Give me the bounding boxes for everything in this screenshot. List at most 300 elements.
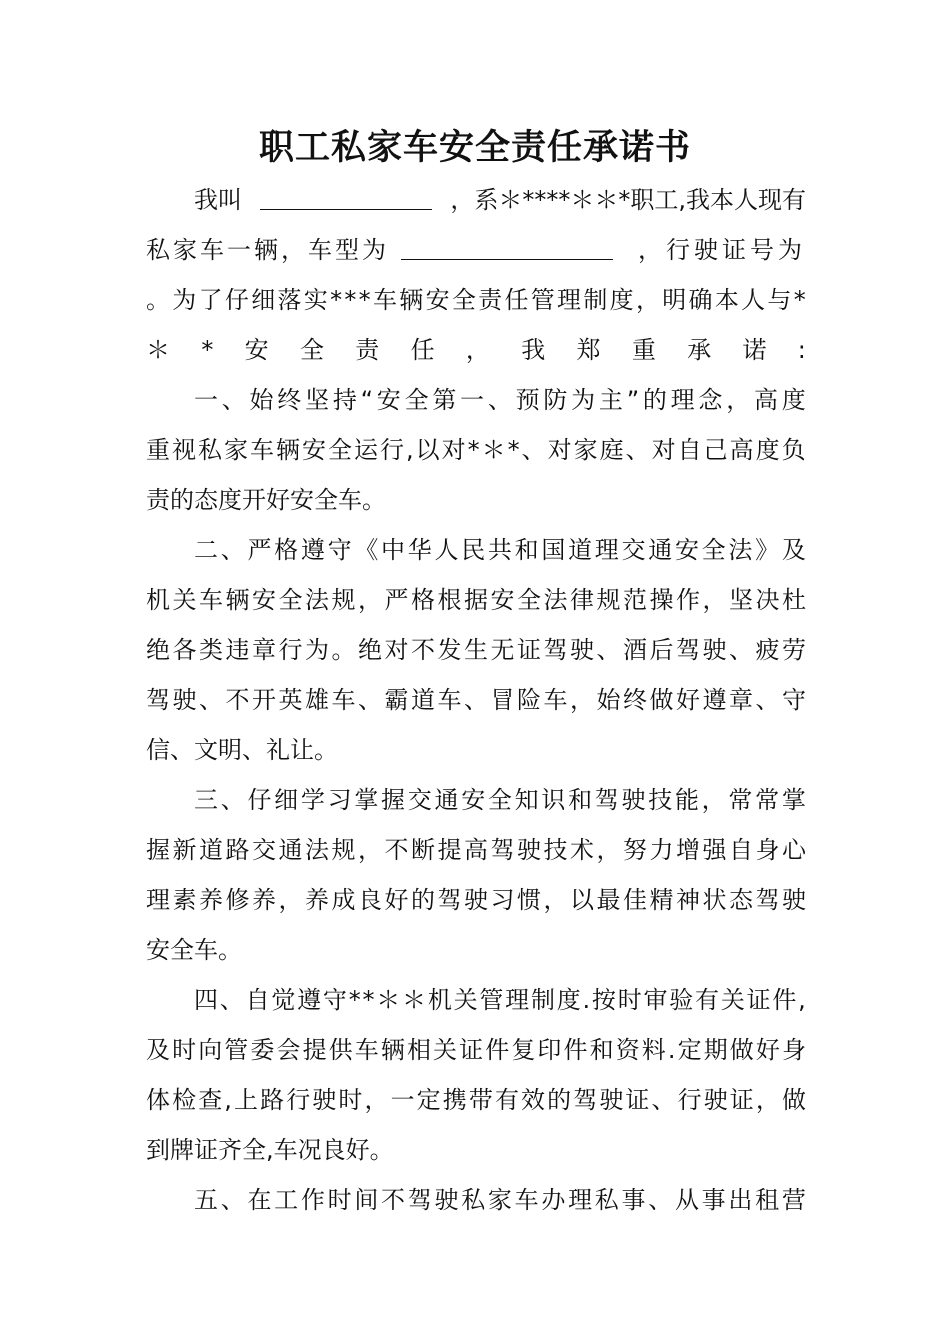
char: 度 <box>781 386 806 414</box>
char: 精 <box>649 886 674 914</box>
char: 细 <box>274 786 299 814</box>
char: 任 <box>410 336 435 364</box>
char: 生 <box>464 636 488 664</box>
document-title: 职工私家车安全责任承诺书 <box>258 127 691 168</box>
char: 无 <box>490 636 515 664</box>
char: 做 <box>649 686 674 714</box>
char: 全 <box>278 586 303 614</box>
char: ， <box>596 836 621 864</box>
char: 养 <box>305 886 329 914</box>
char: 委 <box>250 1036 275 1064</box>
char: 技 <box>648 786 673 814</box>
line-text: 我叫 <box>194 186 242 214</box>
char: 驶 <box>570 636 594 664</box>
char: 握 <box>381 786 406 814</box>
char: 会 <box>276 1036 301 1064</box>
char: 民 <box>461 536 486 564</box>
char: 能 <box>674 786 699 814</box>
char: 好 <box>755 1036 780 1064</box>
paragraph-line-12: 信、文明、礼让。 <box>146 736 338 764</box>
char: 工 <box>274 1186 299 1214</box>
char: 第 <box>432 386 457 414</box>
char: 努 <box>623 836 647 864</box>
char: 全 <box>299 336 324 364</box>
char: 国 <box>541 536 566 564</box>
char: 通 <box>648 536 673 564</box>
char: 车 <box>250 436 274 464</box>
paragraph-line-3 <box>146 275 806 325</box>
char: 辆 <box>380 1036 405 1064</box>
char: 路 <box>225 836 250 864</box>
paragraph-line-1 <box>194 175 806 225</box>
char: 道 <box>199 836 223 864</box>
char: 神 <box>676 886 700 914</box>
char: 人 <box>741 286 766 314</box>
char: 理 <box>146 886 170 914</box>
char: 安 <box>244 336 269 364</box>
char: 携 <box>442 1086 467 1114</box>
char: 佳 <box>623 886 647 914</box>
char: 己 <box>703 436 728 464</box>
char: 预 <box>515 386 540 414</box>
char: 修 <box>225 886 250 914</box>
char: 理 <box>594 536 619 564</box>
char: * <box>330 286 343 314</box>
char: 一 <box>194 386 218 414</box>
char: . <box>667 1036 676 1064</box>
paragraph-line-15 <box>146 875 806 925</box>
char: ， <box>755 1086 780 1114</box>
char: 。 <box>146 286 170 314</box>
char: 操 <box>649 586 674 614</box>
char: 五 <box>194 1186 218 1214</box>
char: 作 <box>676 586 700 614</box>
char: 驾 <box>594 786 619 814</box>
char: 明 <box>662 286 687 314</box>
char: “ <box>360 386 374 414</box>
char: 安 <box>252 586 276 614</box>
char: 时 <box>617 986 642 1014</box>
char: 安 <box>674 536 699 564</box>
char: 、 <box>487 386 512 414</box>
char: 防 <box>543 386 568 414</box>
char: 交 <box>252 836 276 864</box>
char: 全 <box>517 586 541 614</box>
char: ， <box>570 686 594 714</box>
char: : <box>797 336 806 364</box>
char: 诺 <box>742 336 767 364</box>
char: ， <box>726 386 751 414</box>
char: 严 <box>247 536 272 564</box>
char: 习 <box>490 886 515 914</box>
char: * <box>201 336 214 364</box>
char: 对 <box>547 436 572 464</box>
char: 驶 <box>172 686 197 714</box>
char: 为 <box>172 286 197 314</box>
char: 资 <box>615 1036 640 1064</box>
char: 机 <box>146 586 170 614</box>
char: 证 <box>459 1036 484 1064</box>
line-text: 私家车一辆，车型为 <box>146 236 389 264</box>
char: 法 <box>728 536 753 564</box>
char: 通 <box>434 786 459 814</box>
char: ＊ <box>481 436 506 464</box>
char: 驾 <box>437 886 462 914</box>
char: 仔 <box>224 286 249 314</box>
char: 办 <box>541 1186 566 1214</box>
char: 据 <box>464 586 488 614</box>
char: 度 <box>755 436 780 464</box>
char: 》 <box>755 536 780 564</box>
paragraph-line-17 <box>194 975 806 1025</box>
char: 辆 <box>225 586 250 614</box>
char: 不 <box>411 636 435 664</box>
char: 任 <box>504 286 529 314</box>
char: 道 <box>568 536 593 564</box>
char: 出 <box>728 1186 753 1214</box>
char: 家 <box>573 436 598 464</box>
char: 成 <box>331 886 356 914</box>
char: 上 <box>234 1086 259 1114</box>
char: 、 <box>755 686 780 714</box>
char: 不 <box>381 1186 406 1214</box>
char: 检 <box>172 1086 197 1114</box>
char: 常 <box>755 786 780 814</box>
paragraph-line-11 <box>146 675 806 725</box>
char: * <box>362 986 375 1014</box>
char: 视 <box>172 436 196 464</box>
char: 华 <box>407 536 432 564</box>
char: 从 <box>674 1186 699 1214</box>
char: 好 <box>676 686 700 714</box>
char: 做 <box>729 1036 754 1064</box>
char: 及 <box>146 1036 170 1064</box>
char: 效 <box>521 1086 546 1114</box>
char: 以 <box>415 436 440 464</box>
paragraph-line-16: 安全车。 <box>146 936 242 964</box>
char: 养 <box>199 886 223 914</box>
char: 中 <box>381 536 406 564</box>
char: 、 <box>596 636 621 664</box>
char: * <box>358 286 371 314</box>
char: 件 <box>563 1036 588 1064</box>
char: 件 <box>485 1036 510 1064</box>
char: 规 <box>331 586 356 614</box>
paragraph-line-10 <box>146 625 806 675</box>
char: 按 <box>591 986 616 1014</box>
char: 、 <box>199 686 223 714</box>
char: 律 <box>570 586 594 614</box>
char: 制 <box>530 986 555 1014</box>
char: 规 <box>596 586 621 614</box>
char: ， <box>635 286 660 314</box>
char: 料 <box>641 1036 666 1064</box>
char: * <box>344 286 357 314</box>
char: 证 <box>729 1086 754 1114</box>
char: 车 <box>543 686 568 714</box>
char: 理 <box>670 386 695 414</box>
char: 雄 <box>305 686 329 714</box>
char: 作 <box>300 1186 325 1214</box>
char: 确 <box>688 286 713 314</box>
char: 、 <box>729 636 753 664</box>
char: 学 <box>300 786 325 814</box>
char: 自 <box>245 986 270 1014</box>
char: 理 <box>568 1186 593 1214</box>
char: 度 <box>556 986 581 1014</box>
char: 本 <box>714 286 739 314</box>
char: 行 <box>278 636 303 664</box>
char: ， <box>278 886 303 914</box>
char: 车 <box>331 686 356 714</box>
char: 驶 <box>599 1086 624 1114</box>
char: 相 <box>406 1036 431 1064</box>
char: 范 <box>623 586 647 614</box>
char: 格 <box>274 536 299 564</box>
char: 责 <box>478 286 503 314</box>
char: 管 <box>479 986 504 1014</box>
char: 驾 <box>490 836 515 864</box>
char: 知 <box>514 786 539 814</box>
char: 英 <box>278 686 303 714</box>
char: 对 <box>384 636 409 664</box>
char: 与 <box>767 286 792 314</box>
char: 验 <box>669 986 694 1014</box>
char: 终 <box>623 686 647 714</box>
char: 身 <box>781 1036 806 1064</box>
char: 酒 <box>623 636 647 664</box>
char: 驾 <box>676 636 700 664</box>
char: 觉 <box>271 986 296 1014</box>
char: 郑 <box>576 336 601 364</box>
char: 租 <box>755 1186 780 1214</box>
vehicle-model-blank-field <box>401 225 613 260</box>
char: 证 <box>517 636 541 664</box>
char: 、 <box>220 786 245 814</box>
char: 人 <box>434 536 459 564</box>
char: 增 <box>676 836 700 864</box>
char: 共 <box>487 536 512 564</box>
char: 落 <box>277 286 302 314</box>
char: 辆 <box>276 436 300 464</box>
char: 责 <box>355 336 380 364</box>
char: ， <box>543 886 568 914</box>
paragraph-line-21 <box>194 1175 806 1225</box>
char: 关 <box>720 986 745 1014</box>
char: 章 <box>729 686 753 714</box>
char: 根 <box>437 586 462 614</box>
char: 霸 <box>384 686 409 714</box>
char: 、 <box>219 986 244 1014</box>
char: 有 <box>695 986 720 1014</box>
char: 对 <box>441 436 466 464</box>
char: 驶 <box>702 636 727 664</box>
char: 驾 <box>573 1086 598 1114</box>
char: * <box>467 436 480 464</box>
char: 关 <box>172 586 197 614</box>
char: 冒 <box>490 686 515 714</box>
char: ， <box>358 836 382 864</box>
char: 状 <box>702 886 727 914</box>
paragraph-line-18 <box>146 1025 806 1075</box>
char: 始 <box>249 386 274 414</box>
char: 自 <box>677 436 702 464</box>
char: 全 <box>404 386 429 414</box>
char: 度 <box>609 286 634 314</box>
char: 交 <box>621 536 646 564</box>
char: 重 <box>146 436 170 464</box>
char: 和 <box>589 1036 614 1064</box>
char: 驾 <box>146 686 170 714</box>
char: 全 <box>487 786 512 814</box>
char: 三 <box>194 786 218 814</box>
char: 期 <box>703 1036 728 1064</box>
char: 时 <box>327 1186 352 1214</box>
char: . <box>582 986 591 1014</box>
char: 、 <box>464 686 488 714</box>
paragraph-line-8 <box>194 525 806 575</box>
char: 私 <box>594 1186 619 1214</box>
char: ， <box>702 586 727 614</box>
char: 细 <box>251 286 276 314</box>
line-text: ，行驶证号为 <box>638 236 806 264</box>
char: 遵 <box>702 686 727 714</box>
char: 规 <box>331 836 356 864</box>
char: 时 <box>172 1036 197 1064</box>
char: 驾 <box>407 1186 432 1214</box>
char: 和 <box>514 536 539 564</box>
char: 绝 <box>358 636 382 664</box>
char: 驶 <box>703 1086 728 1114</box>
char: 实 <box>303 286 328 314</box>
char: 态 <box>729 886 753 914</box>
char: 养 <box>252 886 276 914</box>
paragraph-line-5 <box>194 375 806 425</box>
char: 全 <box>451 286 476 314</box>
char: 全 <box>701 536 726 564</box>
char: ， <box>364 1086 389 1114</box>
char: 管 <box>224 1036 249 1064</box>
char: 定 <box>416 1086 441 1114</box>
char: 劳 <box>782 636 806 664</box>
char: 守 <box>322 986 347 1014</box>
char: 驶 <box>517 836 541 864</box>
char: 掌 <box>354 786 379 814</box>
char: 私 <box>198 436 222 464</box>
char: , <box>798 986 806 1014</box>
char: 安 <box>376 386 401 414</box>
char: * <box>507 436 520 464</box>
char: 坚 <box>305 386 330 414</box>
char: 高 <box>729 436 754 464</box>
char: 交 <box>407 786 432 814</box>
char: 驶 <box>621 786 646 814</box>
char: 开 <box>252 686 276 714</box>
char: 安 <box>302 436 326 464</box>
char: 对 <box>651 436 676 464</box>
char: 驶 <box>312 1086 337 1114</box>
char: 四 <box>194 986 218 1014</box>
char: 定 <box>677 1036 702 1064</box>
char: 辆 <box>399 286 424 314</box>
char: 类 <box>199 636 223 664</box>
char: 不 <box>225 686 250 714</box>
char: 疲 <box>755 636 780 664</box>
char: 的 <box>642 386 667 414</box>
char: 守 <box>782 686 806 714</box>
char: 习 <box>327 786 352 814</box>
char: 理 <box>505 986 530 1014</box>
char: ＊ <box>402 986 427 1014</box>
paragraph-line-19 <box>146 1075 806 1125</box>
char: 道 <box>411 686 435 714</box>
char: 以 <box>570 886 594 914</box>
char: 始 <box>596 686 621 714</box>
paragraph-line-20: 到牌证齐全,车况良好。 <box>146 1136 394 1164</box>
char: 安 <box>490 586 515 614</box>
char: 法 <box>543 586 568 614</box>
paragraph-line-14 <box>146 825 806 875</box>
char: 决 <box>755 586 780 614</box>
char: 查 <box>198 1086 223 1114</box>
char: * <box>348 986 361 1014</box>
char: 一 <box>390 1086 415 1114</box>
char: 驾 <box>543 636 568 664</box>
char: 件 <box>772 986 797 1014</box>
char: 家 <box>487 1186 512 1214</box>
char: 路 <box>260 1086 285 1114</box>
char: 念 <box>698 386 723 414</box>
char: 承 <box>687 336 712 364</box>
paragraph-line-6 <box>146 425 806 475</box>
char: ， <box>701 786 726 814</box>
paragraph-line-9 <box>146 575 806 625</box>
char: 后 <box>649 636 674 664</box>
char: 提 <box>437 836 462 864</box>
char: 行 <box>677 1086 702 1114</box>
char: 制 <box>583 286 608 314</box>
char: 杜 <box>782 586 806 614</box>
char: 终 <box>277 386 302 414</box>
char: 家 <box>224 436 248 464</box>
char: 体 <box>146 1086 170 1114</box>
char: 和 <box>568 786 593 814</box>
char: 坚 <box>729 586 753 614</box>
char: ＊ <box>376 986 401 1014</box>
char: 、 <box>358 686 382 714</box>
char: 新 <box>172 836 197 864</box>
char: 、 <box>648 1186 673 1214</box>
char: 、 <box>221 386 246 414</box>
char: 强 <box>702 836 727 864</box>
char: 、 <box>625 436 650 464</box>
char: 车 <box>372 286 397 314</box>
char: 庭 <box>599 436 624 464</box>
char: 遵 <box>297 986 322 1014</box>
char: 、 <box>651 1086 676 1114</box>
char: 守 <box>327 536 352 564</box>
char: 车 <box>354 1036 379 1064</box>
char: 理 <box>557 286 582 314</box>
char: 车 <box>514 1186 539 1214</box>
char: 及 <box>781 536 806 564</box>
char: 事 <box>621 1186 646 1214</box>
char: 安 <box>461 786 486 814</box>
char: 驶 <box>434 1186 459 1214</box>
char: 运 <box>354 436 378 464</box>
char: 间 <box>354 1186 379 1214</box>
char: 不 <box>384 836 409 864</box>
